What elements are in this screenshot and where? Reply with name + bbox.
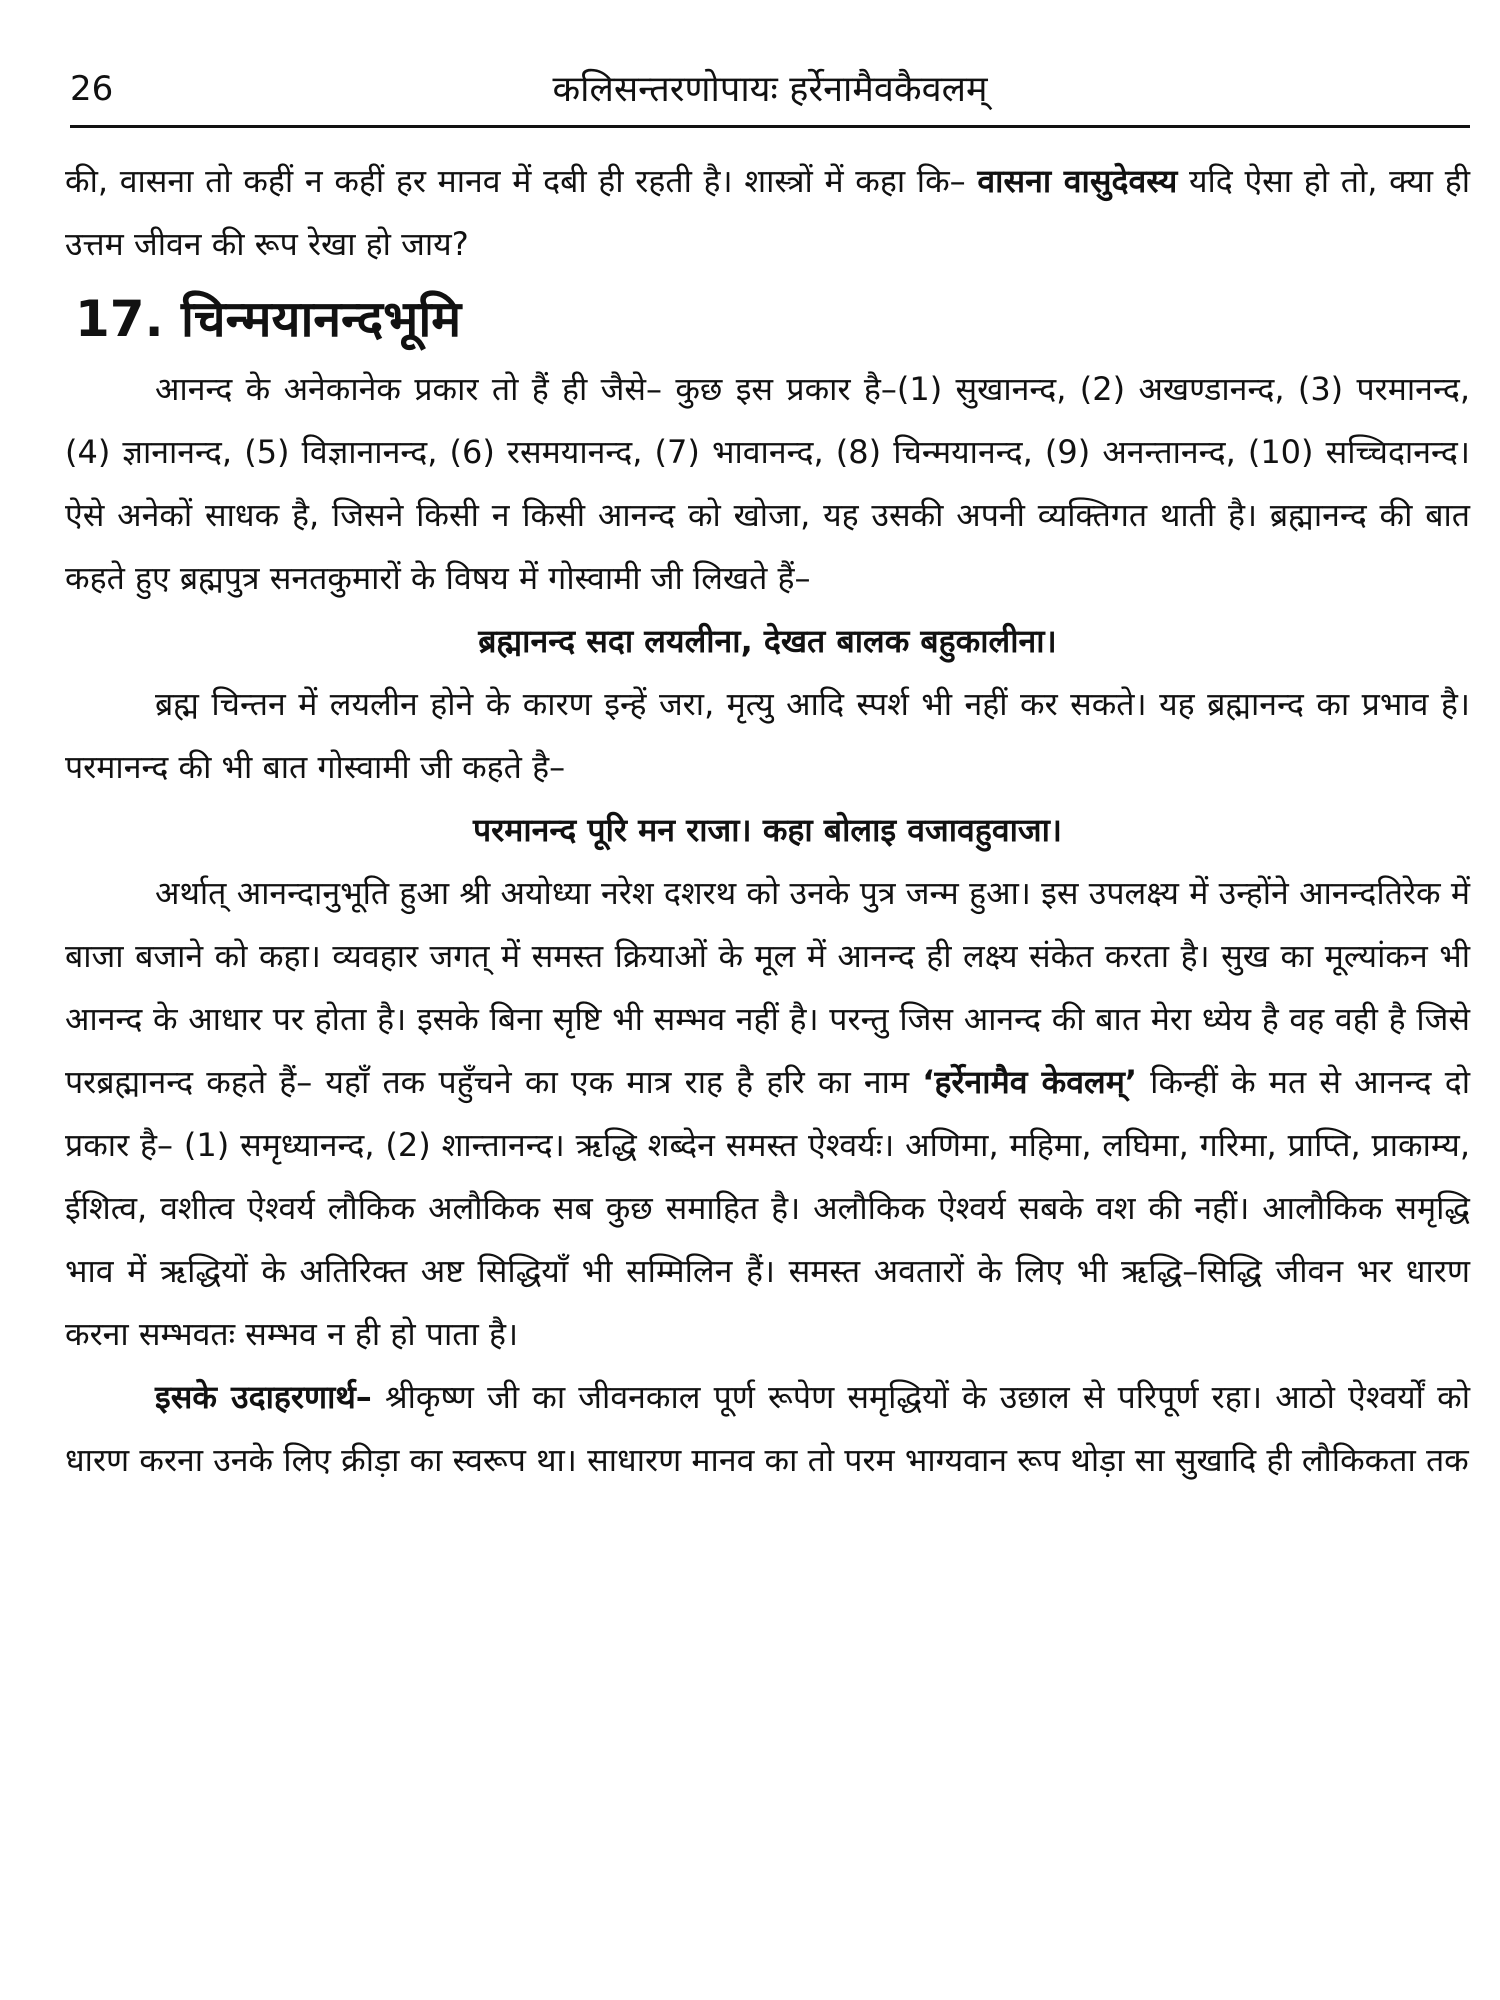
paragraph-4 xyxy=(65,862,1470,1366)
page-body xyxy=(65,150,1470,1492)
paragraph-5 xyxy=(65,1366,1470,1492)
page-header xyxy=(70,55,1470,115)
running-title: कलिसन्तरणोपायः हर्रेनामैवकैवलम् xyxy=(552,69,988,110)
paragraph-5-bold: इसके उदाहरणार्थ– xyxy=(155,1378,372,1416)
page-number: 26 xyxy=(70,69,114,109)
verse-2: परमानन्द पूरि मन राजा। कहा बोलाइ वजावहुवाजा। xyxy=(472,811,1063,849)
verse-1: ब्रह्मानन्द सदा लयलीना, देखत बालक बहुकालीना। xyxy=(478,622,1057,660)
paragraph-1-tail: यदि ऐसा हो तो, क्या ही उत्तम जीवन की रूप रेखा हो जाय? xyxy=(65,162,1471,263)
paragraph-4-text: अर्थात् आनन्दानुभूति हुआ श्री अयोध्या नरेश दशरथ को उनके पुत्र जन्म हुआ। इस उपलक्ष्य में उन्होंने आनन्दतिरेक में बाजा बजाने को कहा। व्यवहार जगत् में समस्त क्रियाओं के मूल में आनन्द ही लक्ष्य संकेत करता है। सुख का मूल्यांकन भी आनन्द के आधार पर होता है। इसके बिना सृष्टि भी सम्भव नहीं है। परन्तु जिस आनन्द की बात मेरा ध्येय है वह वही है जिसे परब्रह्मानन्द कहते हैं– यहाँ तक पहुँचने का एक मात्र राह है हरि का नाम xyxy=(65,874,1470,1101)
paragraph-1 xyxy=(65,150,1470,276)
paragraph-3: ब्रह्म चिन्तन में लयलीन होने के कारण इन्हें जरा, मृत्यु आदि स्पर्श भी नहीं कर सकते। यह ब्रह्मानन्द का प्रभाव है। परमानन्द की भी बात गोस्वामी जी कहते है– xyxy=(65,685,1470,786)
header-rule xyxy=(70,125,1470,128)
paragraph-4-bold: ‘हर्रेनामैव केवलम्’ xyxy=(922,1063,1137,1101)
paragraph-1-bold: वासना वासुदेवस्य xyxy=(977,162,1178,200)
section-heading: 17. चिन्मयानन्दभूमि xyxy=(75,290,462,348)
paragraph-2: आनन्द के अनेकानेक प्रकार तो हैं ही जैसे– कुछ इस प्रकार है–(1) सुखानन्द, (2) अखण्डानन्द, (3) परमानन्द, (4) ज्ञानानन्द, (5) विज्ञानानन्द, (6) रसमयानन्द, (7) भावानन्द, (8) चिन्मयानन्द, (9) अनन्तानन्द, (10) सच्चिदानन्द। ऐसे अनेकों साधक है, जिसने किसी न किसी आनन्द को खोजा, यह उसकी अपनी व्यक्तिगत थाती है। ब्रह्मानन्द की बात कहते हुए ब्रह्मपुत्र सनतकुमारों के विषय में गोस्वामी जी लिखते हैं– xyxy=(65,370,1470,597)
paragraph-5-tail: श्रीकृष्ण जी का जीवनकाल पूर्ण रूपेण समृद्धियों के उछाल से परिपूर्ण रहा। आठो ऐश्वर्यों को धारण करना उनके लिए क्रीड़ा का स्वरूप था। साधारण मानव का तो परम भाग्यवान रूप थोड़ा सा सुखादि ही लौकिकता तक xyxy=(65,1378,1470,1479)
paragraph-1-text: की, वासना तो कहीं न कहीं हर मानव में दबी ही रहती है। शास्त्रों में कहा कि– xyxy=(65,162,966,200)
paragraph-4-tail: किन्हीं के मत से आनन्द दो प्रकार है– (1) समृध्यानन्द, (2) शान्तानन्द। ऋद्धि शब्देन समस्त ऐश्वर्यः। अणिमा, महिमा, लघिमा, गरिमा, प्राप्ति, प्राकाम्य, ईशित्व, वशीत्व ऐश्वर्य लौकिक अलौकिक सब कुछ समाहित है। अलौकिक ऐश्वर्य सबके वश की नहीं। आलौकिक समृद्धि भाव में ऋद्धियों के अतिरिक्त अष्ट सिद्धियाँ भी सम्मिलिन हैं। समस्त अवतारों के लिए भी ऋद्धि–सिद्धि जीवन भर धारण करना सम्भवतः सम्भव न ही हो पाता है। xyxy=(65,1063,1470,1353)
